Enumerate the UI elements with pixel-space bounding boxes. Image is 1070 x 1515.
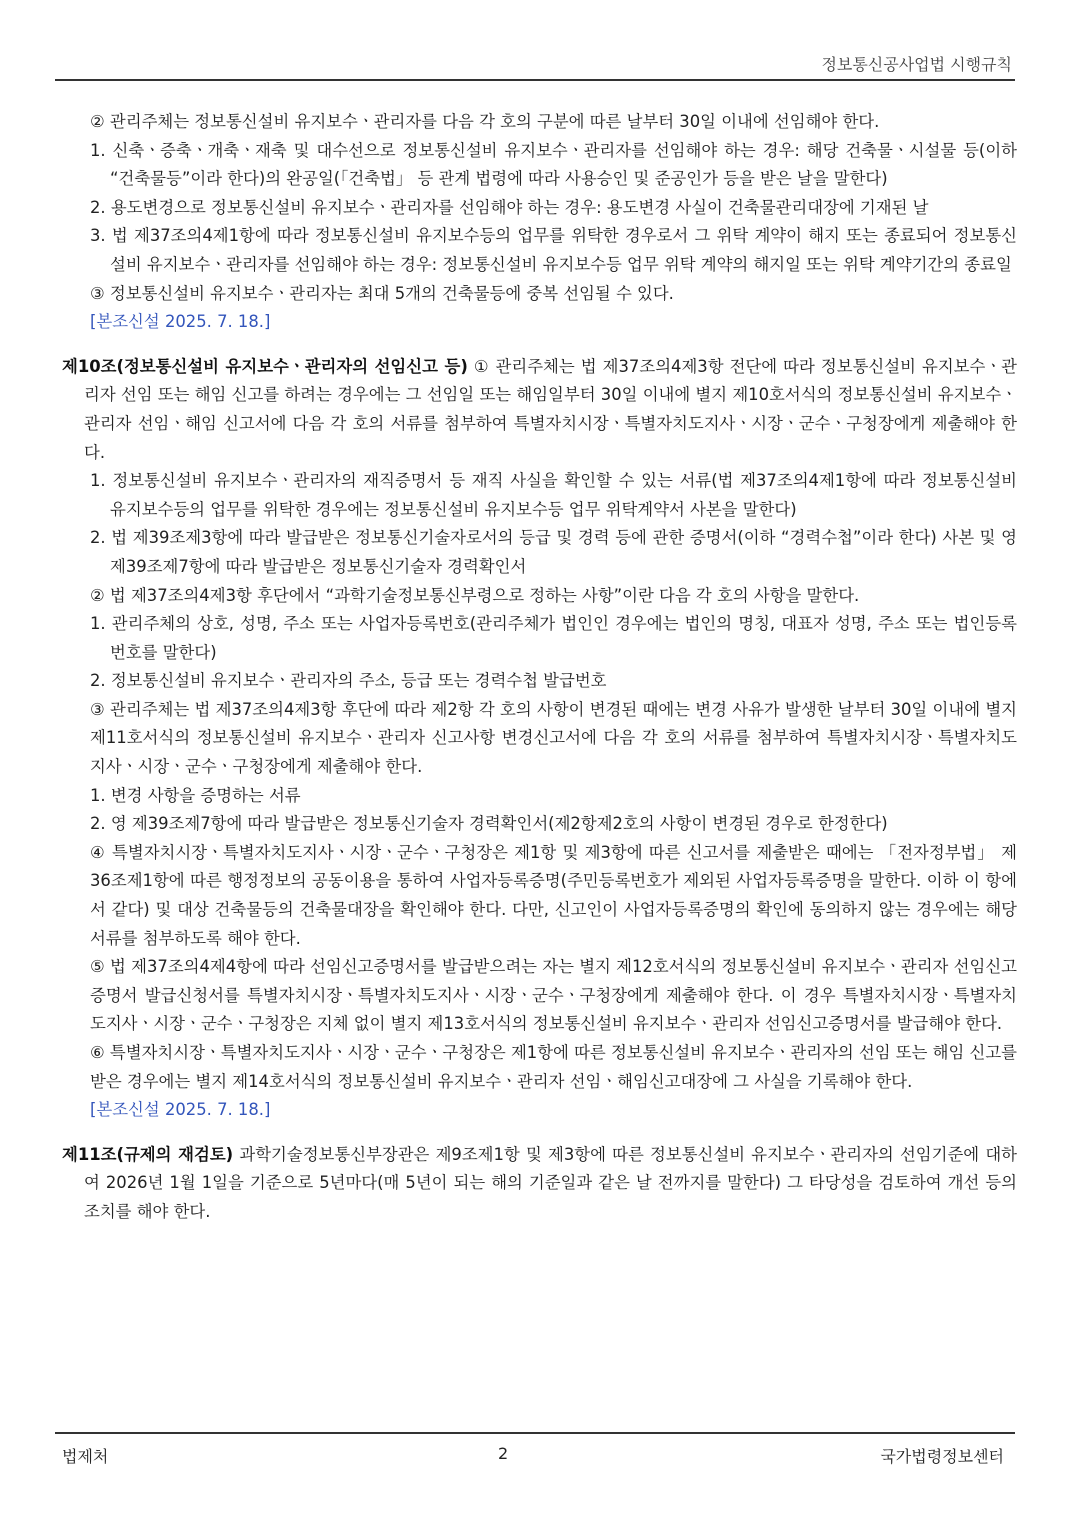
art11-heading: 제11조(규제의 재검토) <box>62 1144 234 1164</box>
art10-p2-item-1: 1. 관리주체의 상호, 성명, 주소 또는 사업자등록번호(관리주체가 법인인 경우에는 법인의 명칭, 대표자 성명, 주소 또는 법인등록번호를 말한다) <box>90 614 1017 662</box>
art9-item-3: 3. 법 제37조의4제1항에 따라 정보통신설비 유지보수등의 업무를 위탁한 경우로서 그 위탁 계약이 해지 또는 종료되어 정보통신설비 유지보수ㆍ관리자를 선임해야 하는 경우: 정보통신설비 유지보수등 업무 위탁 계약의 해지일 또는 위탁 계약기간의 종료일 <box>90 226 1017 274</box>
art10-heading: 제10조(정보통신설비 유지보수ㆍ관리자의 선임신고 등) <box>62 356 468 376</box>
art10-p1-item-2: 2. 법 제39조제3항에 따라 발급받은 정보통신기술자로서의 등급 및 경력 등에 관한 증명서(이하 “경력수첩”이라 한다) 사본 및 영 제39조제7항에 따라 발급받은 정보통신기술자 경력확인서 <box>90 528 1017 576</box>
art10-paragraph-1 <box>62 353 1017 467</box>
art10-p2-item-2: 2. 정보통신설비 유지보수ㆍ관리자의 주소, 등급 또는 경력수첩 발급번호 <box>90 671 607 691</box>
document-title: 정보통신공사업법 시행규칙 <box>821 55 1012 74</box>
art10-p3-item-2: 2. 영 제39조제7항에 따라 발급받은 정보통신기술자 경력확인서(제2항제2호의 사항이 변경된 경우로 한정한다) <box>90 814 888 834</box>
page-number: 2 <box>498 1444 509 1463</box>
art10-paragraph-1-text: ① 관리주체는 법 제37조의4제3항 전단에 따라 정보통신설비 유지보수ㆍ관리자 선임 또는 해임 신고를 하려는 경우에는 그 선임일 또는 해임일부터 30일 이내에 별지 제10호서식의 정보통신설비 유지보수ㆍ관리자 선임ㆍ해임 신고서에 다음 각 호의 서류를 첨부하여 특별자치시장ㆍ특별자치도지사ㆍ시장ㆍ군수ㆍ구청장에게 제출해야 한다. <box>84 356 1017 462</box>
art9-paragraph-2: ② 관리주체는 정보통신설비 유지보수ㆍ관리자를 다음 각 호의 구분에 따른 날부터 30일 이내에 선임해야 한다. <box>90 112 880 131</box>
header-divider <box>55 79 1015 81</box>
art10-paragraph-6: ⑥ 특별자치시장ㆍ특별자치도지사ㆍ시장ㆍ군수ㆍ구청장은 제1항에 따른 정보통신설비 유지보수ㆍ관리자의 선임 또는 해임 신고를 받은 경우에는 별지 제14호서식의 정보통신설비 유지보수ㆍ관리자 선임ㆍ해임신고대장에 그 사실을 기록해야 한다. <box>90 1043 1018 1091</box>
footer-source: 국가법령정보센터 <box>880 1447 1004 1466</box>
art10-paragraph-3: ③ 관리주체는 법 제37조의4제3항 후단에 따라 제2항 각 호의 사항이 변경된 때에는 변경 사유가 발생한 날부터 30일 이내에 별지 제11호서식의 정보통신설비 유지보수ㆍ관리자 신고사항 변경신고서에 다음 각 호의 서류를 첨부하여 특별자치시장ㆍ특별자치도지사ㆍ시장ㆍ군수ㆍ구청장에게 제출해야 한다. <box>90 699 1017 777</box>
art10-amendment-note[interactable]: [본조신설 2025. 7. 18.] <box>90 1100 271 1120</box>
art9-item-2: 2. 용도변경으로 정보통신설비 유지보수ㆍ관리자를 선임해야 하는 경우: 용도변경 사실이 건축물관리대장에 기재된 날 <box>90 197 929 217</box>
art11-body-text: 과학기술정보통신부장관은 제9조제1항 및 제3항에 따른 정보통신설비 유지보수ㆍ관리자의 선임기준에 대하여 2026년 1월 1일을 기준으로 5년마다(매 5년이 되는 해의 기준일과 같은 날 전까지를 말한다) 그 타당성을 검토하여 개선 등의 조치를 해야 한다. <box>84 1144 1017 1221</box>
art10-paragraph-2: ② 법 제37조의4제3항 후단에서 “과학기술정보통신부령으로 정하는 사항”이란 다음 각 호의 사항을 말한다. <box>90 585 860 605</box>
art9-item-1: 1. 신축ㆍ증축ㆍ개축ㆍ재축 및 대수선으로 정보통신설비 유지보수ㆍ관리자를 선임해야 하는 경우: 해당 건축물ㆍ시설물 등(이하 “건축물등”이라 한다)의 완공일(「건축법」 등 관계 법령에 따라 사용승인 및 준공인가 등을 받은 날을 말한다) <box>90 140 1017 189</box>
art11-body <box>62 1141 1017 1227</box>
art9-paragraph-3: ③ 정보통신설비 유지보수ㆍ관리자는 최대 5개의 건축물등에 중복 선임될 수 있다. <box>90 283 674 303</box>
page-body <box>62 108 1017 1227</box>
art10-paragraph-5: ⑤ 법 제37조의4제4항에 따라 선임신고증명서를 발급받으려는 자는 별지 제12호서식의 정보통신설비 유지보수ㆍ관리자 선임신고증명서 발급신청서를 특별자치시장ㆍ특별자치도지사ㆍ시장ㆍ군수ㆍ구청장에게 제출해야 한다. 이 경우 특별자치시장ㆍ특별자치도지사ㆍ시장ㆍ군수ㆍ구청장은 지체 없이 별지 제13호서식의 정보통신설비 유지보수ㆍ관리자 선임신고증명서를 발급해야 한다. <box>90 957 1017 1034</box>
art10-paragraph-4: ④ 특별자치시장ㆍ특별자치도지사ㆍ시장ㆍ군수ㆍ구청장은 제1항 및 제3항에 따른 신고서를 제출받은 때에는 「전자정부법」 제36조제1항에 따른 행정정보의 공동이용을 통하여 사업자등록증명(주민등록번호가 제외된 사업자등록증명을 말한다. 이하 이 항에서 같다) 및 대상 건축물등의 건축물대장을 확인해야 한다. 다만, 신고인이 사업자등록증명의 확인에 동의하지 않는 경우에는 해당 서류를 첨부하도록 해야 한다. <box>90 842 1018 948</box>
art10-p3-item-1: 1. 변경 사항을 증명하는 서류 <box>90 785 301 805</box>
footer-publisher: 법제처 <box>62 1447 109 1466</box>
footer-divider <box>55 1432 1015 1434</box>
art9-amendment-note[interactable]: [본조신설 2025. 7. 18.] <box>90 312 271 332</box>
art10-p1-item-1: 1. 정보통신설비 유지보수ㆍ관리자의 재직증명서 등 재직 사실을 확인할 수 있는 서류(법 제37조의4제1항에 따라 정보통신설비 유지보수등의 업무를 위탁한 경우에는 정보통신설비 유지보수등 업무 위탁계약서 사본을 말한다) <box>90 471 1017 519</box>
